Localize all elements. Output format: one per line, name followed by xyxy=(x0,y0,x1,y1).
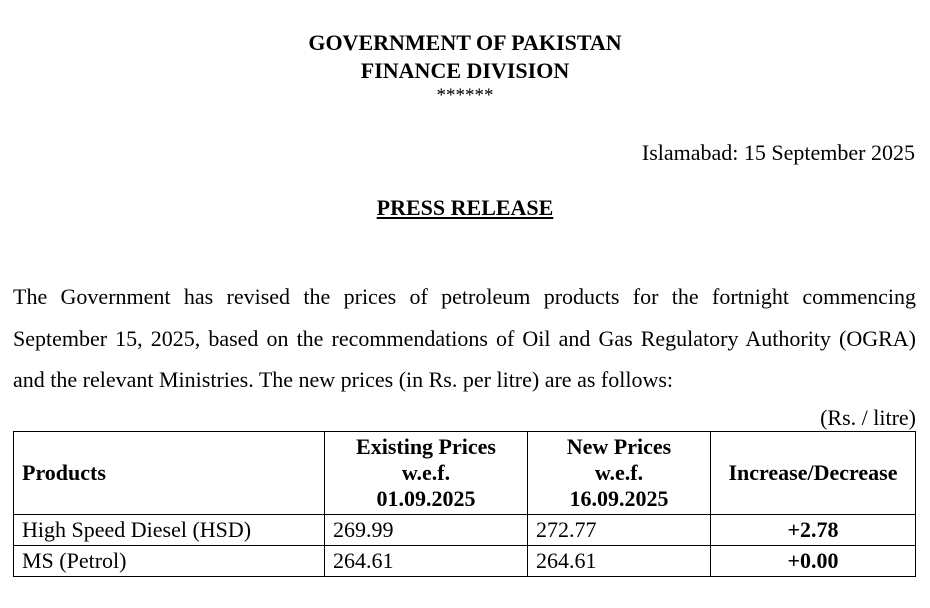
page-title: PRESS RELEASE xyxy=(376,195,554,220)
body-paragraph: The Government has revised the prices of petroleum products for the fortnight commencing September 15, 2025, based on the recommendations of Oil and Gas Regulatory Authority (OGRA) and the relevant Ministries. The new prices (in Rs. per litre) are as follows: xyxy=(13,284,916,392)
product-name: MS (Petrol) xyxy=(14,546,325,577)
header-change: Increase/Decrease xyxy=(711,432,916,515)
header-new-line2: w.e.f. xyxy=(594,460,644,485)
table-row xyxy=(14,546,916,577)
table-header-row xyxy=(14,432,916,515)
separator-stars: ****** xyxy=(436,85,494,106)
dateline: Islamabad: 15 September 2025 xyxy=(641,140,915,165)
division-heading: FINANCE DIVISION xyxy=(360,58,570,83)
header-existing-line3: 01.09.2025 xyxy=(376,486,476,511)
price-change: +2.78 xyxy=(711,515,916,546)
header-existing-line2: w.e.f. xyxy=(401,460,451,485)
product-name: High Speed Diesel (HSD) xyxy=(14,515,325,546)
existing-price: 269.99 xyxy=(325,515,528,546)
government-heading: GOVERNMENT OF PAKISTAN xyxy=(308,30,622,55)
unit-note: (Rs. / litre) xyxy=(820,405,916,430)
new-price: 272.77 xyxy=(528,515,711,546)
header-products: Products xyxy=(14,432,325,515)
price-change: +0.00 xyxy=(711,546,916,577)
header-new-line3: 16.09.2025 xyxy=(569,486,669,511)
new-price: 264.61 xyxy=(528,546,711,577)
header-existing-line1: Existing Prices xyxy=(356,434,496,459)
header-existing-prices xyxy=(325,432,528,515)
price-table xyxy=(13,431,916,577)
header-new-line1: New Prices xyxy=(566,434,672,459)
table-row xyxy=(14,515,916,546)
existing-price: 264.61 xyxy=(325,546,528,577)
header-new-prices xyxy=(528,432,711,515)
